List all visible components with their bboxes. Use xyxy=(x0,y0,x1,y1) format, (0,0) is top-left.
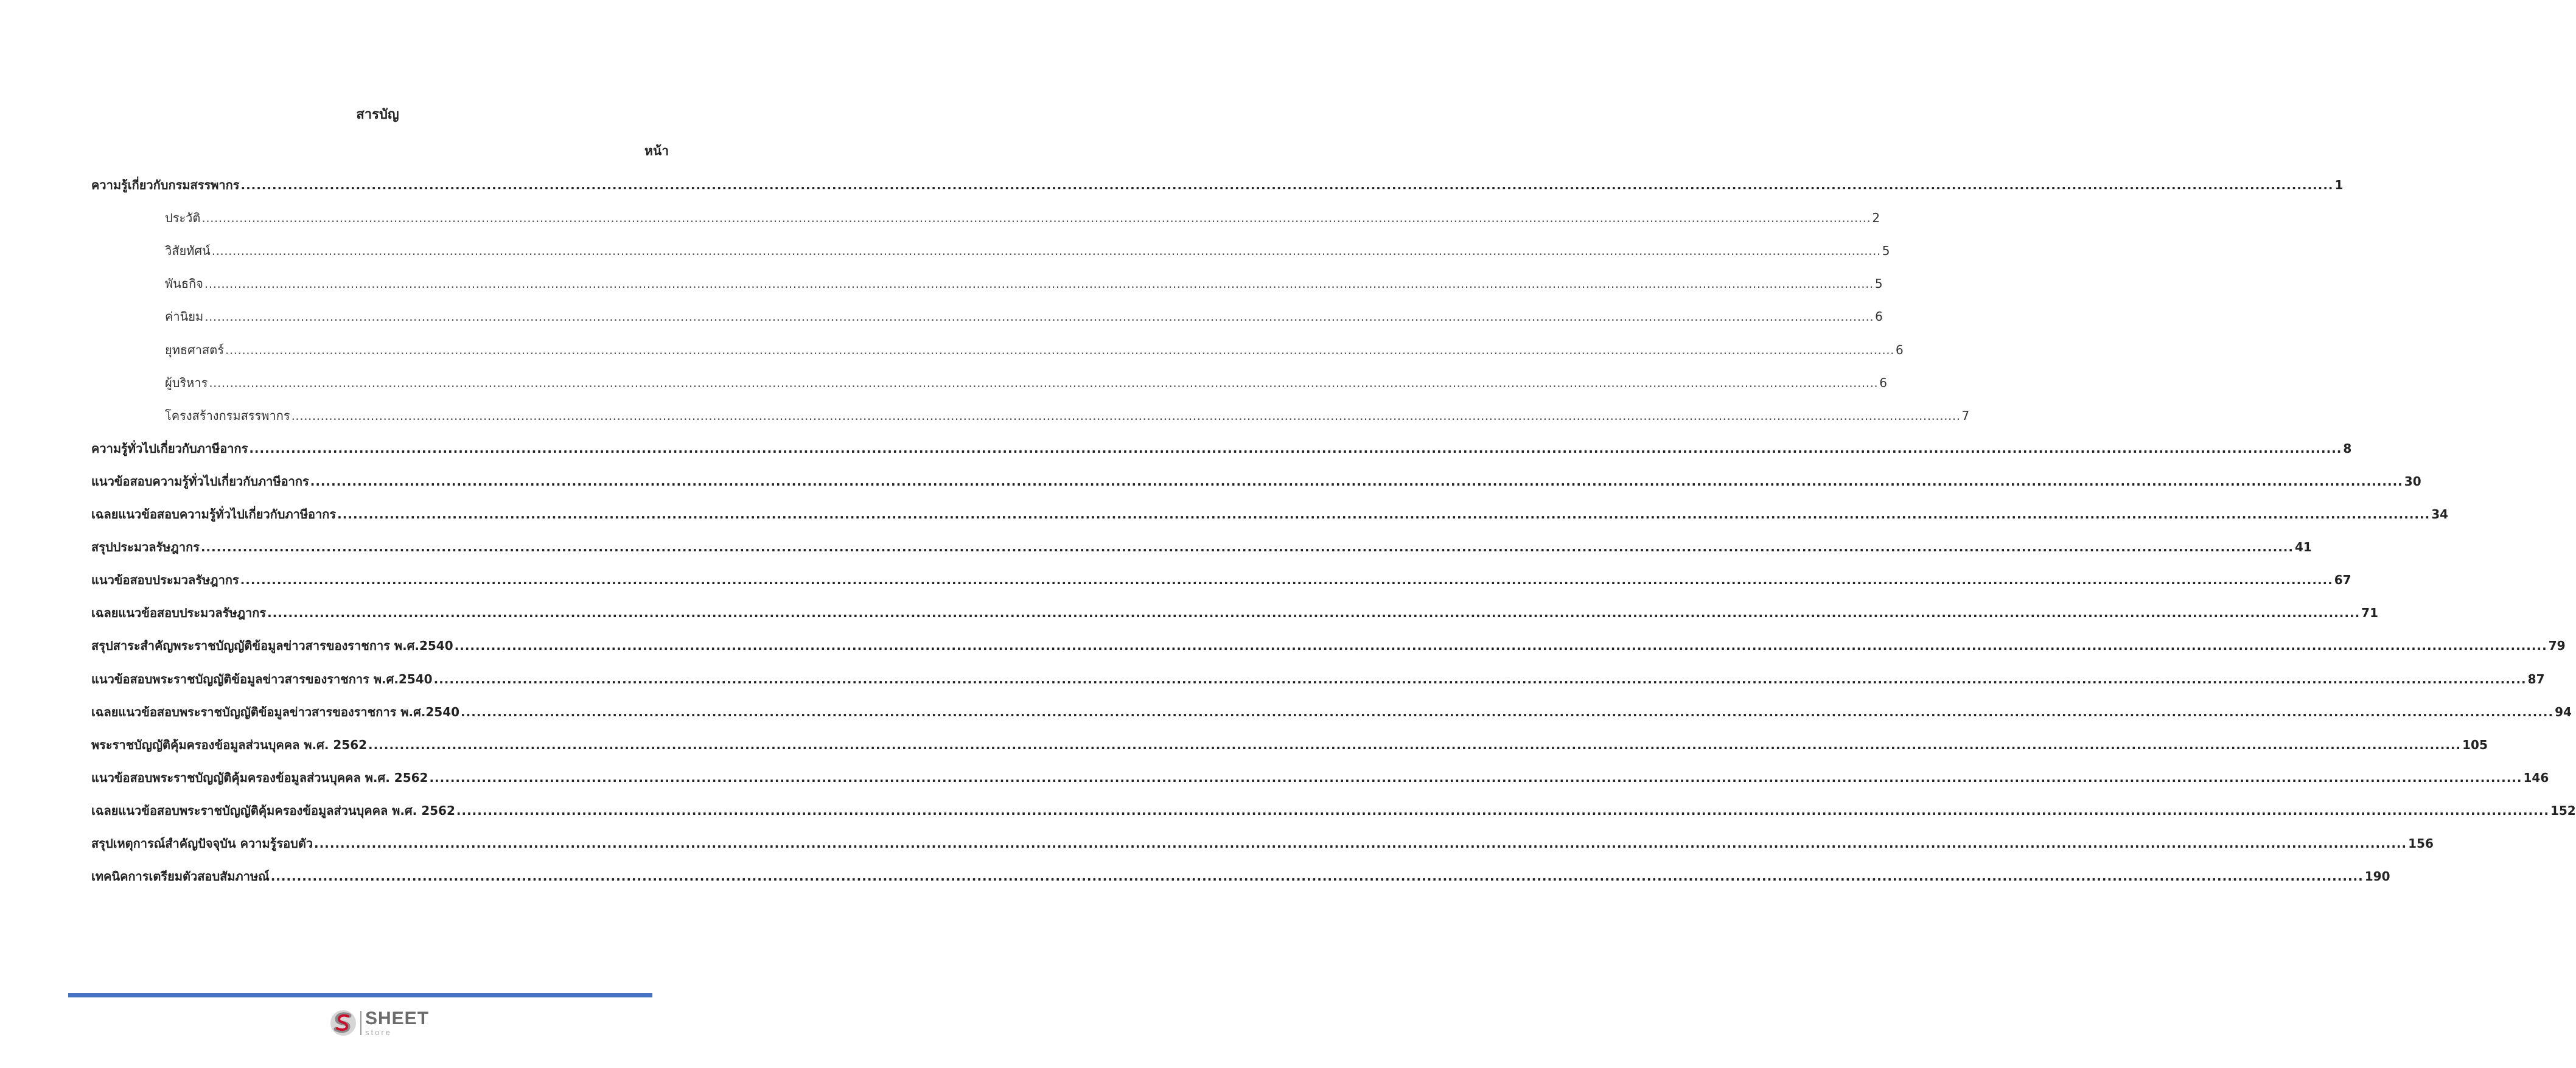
toc-entry-page: 6 xyxy=(1875,309,1883,324)
toc-entry-label: เฉลยแนวข้อสอบพระราชบัญญัติข้อมูลข่าวสารของราชการ พ.ศ.2540 xyxy=(91,704,460,719)
logo-sub: store xyxy=(365,1028,392,1037)
toc-entry-page: 7 xyxy=(1961,408,1970,423)
toc-entry-label: สรุปเหตุการณ์สำคัญปัจจุบัน ความรู้รอบตัว xyxy=(91,836,313,851)
toc-entry xyxy=(165,307,1883,325)
toc-entry xyxy=(91,735,2488,753)
toc-entry-page: 30 xyxy=(2404,473,2421,489)
toc-entry-label: แนวข้อสอบพระราชบัญญัติคุ้มครองข้อมูลส่วนบุคคล พ.ศ. 2562 xyxy=(91,770,428,785)
toc-entry-label: พันธกิจ xyxy=(165,276,203,291)
toc-entry-page: 5 xyxy=(1874,276,1883,291)
toc-entry-page: 6 xyxy=(1895,342,1904,357)
toc-entry-page: 146 xyxy=(2523,770,2549,785)
toc-dot-leader: ................................................................................................................................................................................................................................................................................................................................................................................................................ xyxy=(310,473,2403,489)
toc-entry-label: ประวัติ xyxy=(165,211,201,226)
toc-dot-leader: ................................................................................................................................................................................................................................................................................................................................................................................................................ xyxy=(225,342,1894,357)
page-title: สารบัญ xyxy=(356,107,399,122)
toc-dot-leader: ................................................................................................................................................................................................................................................................................................................................................................................................................ xyxy=(240,178,2334,192)
footer-logo xyxy=(329,1008,429,1038)
toc-dot-leader: ................................................................................................................................................................................................................................................................................................................................................................................................................ xyxy=(267,606,2361,621)
toc-entry-page: 5 xyxy=(1882,243,1890,259)
toc-entry xyxy=(165,274,1883,292)
toc-entry-page: 1 xyxy=(2334,178,2344,192)
toc-entry-label: พระราชบัญญัติคุ้มครองข้อมูลส่วนบุคคล พ.ศ. 2562 xyxy=(91,737,368,752)
toc-entry xyxy=(165,373,1888,391)
toc-entry xyxy=(165,241,1890,259)
toc-entry xyxy=(91,175,2344,194)
toc-entry xyxy=(91,768,2549,786)
toc-entry-page: 79 xyxy=(2548,638,2566,654)
toc-entry-page: 105 xyxy=(2462,737,2488,752)
toc-entry xyxy=(91,669,2545,688)
toc-entry-page: 41 xyxy=(2295,540,2312,555)
toc-entry-label: ค่านิยม xyxy=(165,309,204,324)
toc-entry-label: วิสัยทัศน์ xyxy=(165,243,211,259)
footer-line xyxy=(68,993,652,997)
toc-entry-label: เฉลยแนวข้อสอบประมวลรัษฎากร xyxy=(91,606,267,621)
toc-entry xyxy=(91,570,2351,588)
toc-dot-leader: ................................................................................................................................................................................................................................................................................................................................................................................................................ xyxy=(291,408,1961,423)
toc-dot-leader: ................................................................................................................................................................................................................................................................................................................................................................................................................ xyxy=(240,573,2333,588)
toc-dot-leader: ................................................................................................................................................................................................................................................................................................................................................................................................................ xyxy=(211,243,1881,259)
logo-text xyxy=(365,1010,429,1036)
toc-dot-leader: ................................................................................................................................................................................................................................................................................................................................................................................................................ xyxy=(209,375,1879,390)
toc-entry xyxy=(91,636,2566,654)
toc-entry xyxy=(91,472,2421,490)
toc-entry-page: 152 xyxy=(2550,803,2576,818)
toc-dot-leader: ................................................................................................................................................................................................................................................................................................................................................................................................................ xyxy=(456,803,2549,818)
toc-entry xyxy=(165,406,1970,424)
toc-entry-page: 34 xyxy=(2431,507,2449,522)
toc-dot-leader: ................................................................................................................................................................................................................................................................................................................................................................................................................ xyxy=(314,836,2407,851)
toc-entry xyxy=(91,702,2572,721)
toc-dot-leader: ................................................................................................................................................................................................................................................................................................................................................................................................................ xyxy=(368,737,2462,752)
toc-entry-page: 6 xyxy=(1879,375,1888,390)
logo-divider xyxy=(360,1011,361,1035)
toc-entry-page: 94 xyxy=(2555,704,2572,719)
toc-entry-label: สรุปประมวลรัษฎากร xyxy=(91,540,200,555)
toc-entry-page: 8 xyxy=(2343,441,2352,456)
toc-entry xyxy=(165,340,1904,358)
toc-entry-label: แนวข้อสอบพระราชบัญญัติข้อมูลข่าวสารของราชการ พ.ศ.2540 xyxy=(91,671,433,686)
toc-dot-leader: ................................................................................................................................................................................................................................................................................................................................................................................................................ xyxy=(454,638,2547,654)
toc-dot-leader: ................................................................................................................................................................................................................................................................................................................................................................................................................ xyxy=(270,869,2364,884)
toc-entry-page: 87 xyxy=(2527,671,2545,686)
toc-entry-page: 190 xyxy=(2364,869,2390,884)
toc-entry-label: ความรู้เกี่ยวกับกรมสรรพากร xyxy=(91,178,240,192)
toc-dot-leader: ................................................................................................................................................................................................................................................................................................................................................................................................................ xyxy=(204,309,1874,324)
toc-entry-label: แนวข้อสอบประมวลรัษฎากร xyxy=(91,573,239,588)
toc-entry-page: 71 xyxy=(2361,606,2379,621)
page-column-header: หน้า xyxy=(644,144,669,158)
toc-entry-page: 2 xyxy=(1872,211,1880,226)
toc-dot-leader: ................................................................................................................................................................................................................................................................................................................................................................................................................ xyxy=(337,507,2431,522)
toc-entry xyxy=(91,504,2449,523)
toc-dot-leader: ................................................................................................................................................................................................................................................................................................................................................................................................................ xyxy=(201,211,1871,226)
toc-dot-leader: ................................................................................................................................................................................................................................................................................................................................................................................................................ xyxy=(249,441,2342,456)
toc-entry xyxy=(91,801,2576,819)
toc-entry-label: แนวข้อสอบความรู้ทั่วไปเกี่ยวกับภาษีอากร xyxy=(91,473,309,489)
toc-entry-label: เฉลยแนวข้อสอบพระราชบัญญัติคุ้มครองข้อมูลส่วนบุคคล พ.ศ. 2562 xyxy=(91,803,455,818)
toc-entry xyxy=(165,208,1880,226)
toc-entry-label: เทคนิคการเตรียมตัวสอบสัมภาษณ์ xyxy=(91,869,270,884)
toc-entry-page: 67 xyxy=(2334,573,2351,588)
toc-entry xyxy=(91,834,2434,852)
sheet-store-logo-icon xyxy=(329,1008,358,1038)
toc-dot-leader: ................................................................................................................................................................................................................................................................................................................................................................................................................ xyxy=(200,540,2294,555)
toc-entry xyxy=(91,867,2390,885)
toc-entry-label: ความรู้ทั่วไปเกี่ยวกับภาษีอากร xyxy=(91,441,248,456)
toc-dot-leader: ................................................................................................................................................................................................................................................................................................................................................................................................................ xyxy=(204,276,1874,291)
toc-entry-label: ยุทธศาสตร์ xyxy=(165,342,224,357)
toc-entry xyxy=(91,439,2352,457)
toc-dot-leader: ................................................................................................................................................................................................................................................................................................................................................................................................................ xyxy=(461,704,2554,719)
logo-brand: SHEET xyxy=(365,1008,430,1028)
toc-entry-label: ผู้บริหาร xyxy=(165,375,208,390)
toc-entry-label: โครงสร้างกรมสรรพากร xyxy=(165,408,290,423)
toc-dot-leader: ................................................................................................................................................................................................................................................................................................................................................................................................................ xyxy=(433,671,2527,686)
toc-dot-leader: ................................................................................................................................................................................................................................................................................................................................................................................................................ xyxy=(429,770,2522,785)
toc-entry-page: 156 xyxy=(2408,836,2434,851)
toc-entry-label: สรุปสาระสำคัญพระราชบัญญัติข้อมูลข่าวสารของราชการ พ.ศ.2540 xyxy=(91,638,453,654)
toc-entry xyxy=(91,537,2312,556)
toc-entry-label: เฉลยแนวข้อสอบความรู้ทั่วไปเกี่ยวกับภาษีอากร xyxy=(91,507,337,522)
toc-entry xyxy=(91,603,2379,621)
